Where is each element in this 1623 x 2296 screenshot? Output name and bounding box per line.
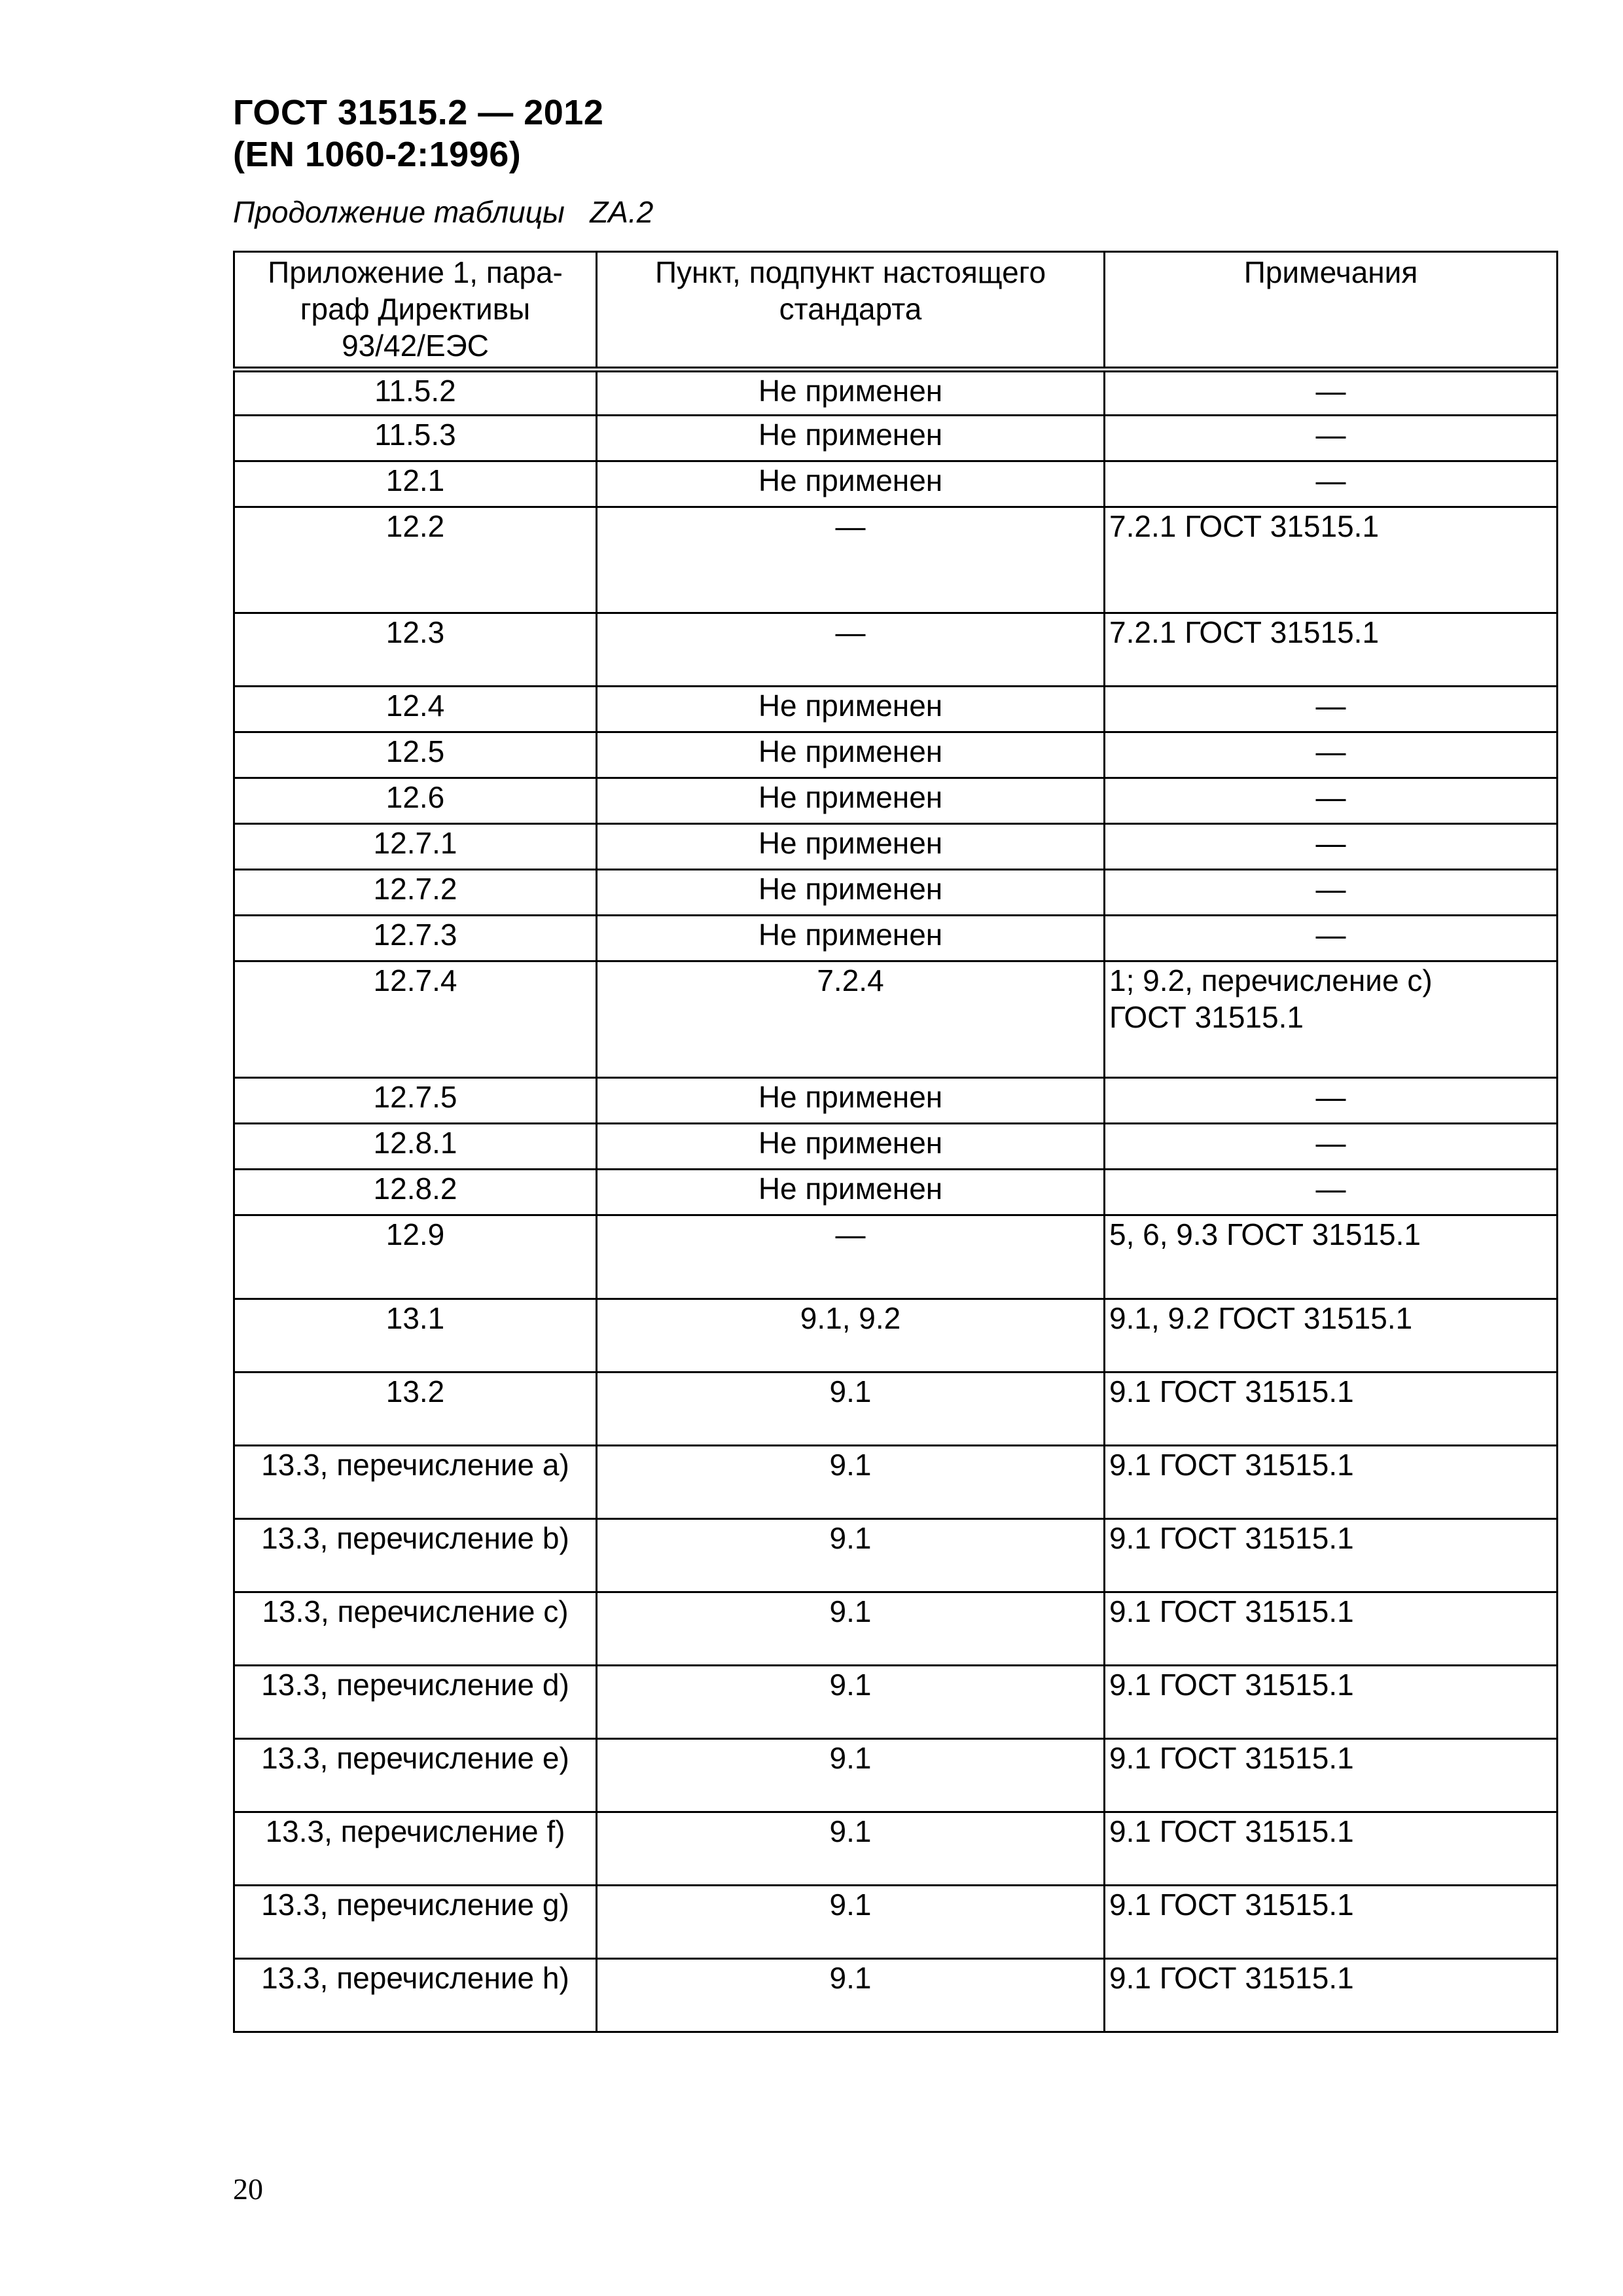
directive-cell: 12.3	[234, 613, 597, 687]
directive-cell: 13.3, перечисление g)	[234, 1886, 597, 1959]
directive-cell: 11.5.2	[234, 370, 597, 416]
table-row	[234, 1739, 1558, 1812]
notes-cell: —	[1105, 1078, 1558, 1124]
clause-cell: Не применен	[597, 916, 1105, 961]
clause-cell: 9.1	[597, 1519, 1105, 1592]
table-row	[234, 1215, 1558, 1299]
notes-cell: 5, 6, 9.3 ГОСТ 31515.1	[1105, 1215, 1558, 1299]
notes-cell: 9.1, 9.2 ГОСТ 31515.1	[1105, 1299, 1558, 1372]
notes-cell: 9.1 ГОСТ 31515.1	[1105, 1519, 1558, 1592]
directive-cell: 13.3, перечисление b)	[234, 1519, 597, 1592]
notes-cell: 1; 9.2, перечисление с) ГОСТ 31515.1	[1105, 961, 1558, 1078]
directive-cell: 13.3, перечисление d)	[234, 1666, 597, 1739]
directive-cell: 12.7.3	[234, 916, 597, 961]
table-row	[234, 461, 1558, 507]
clause-cell: Не применен	[597, 370, 1105, 416]
directive-cell: 12.7.5	[234, 1078, 597, 1124]
directive-cell: 13.1	[234, 1299, 597, 1372]
table-row	[234, 778, 1558, 824]
table-row	[234, 370, 1558, 416]
directive-cell: 13.3, перечисление f)	[234, 1812, 597, 1886]
notes-cell: —	[1105, 416, 1558, 461]
notes-cell: —	[1105, 1124, 1558, 1170]
directive-cell: 13.3, перечисление h)	[234, 1959, 597, 2032]
notes-cell: —	[1105, 1170, 1558, 1215]
standard-equivalent: (EN 1060-2:1996)	[233, 135, 522, 174]
notes-cell: 9.1 ГОСТ 31515.1	[1105, 1886, 1558, 1959]
notes-cell: 9.1 ГОСТ 31515.1	[1105, 1812, 1558, 1886]
clause-cell: Не применен	[597, 870, 1105, 916]
table-body	[234, 370, 1558, 2032]
directive-cell: 12.8.2	[234, 1170, 597, 1215]
clause-cell: —	[597, 613, 1105, 687]
column-header-directive: Приложение 1, пара- граф Директивы 93/42/ЕЭС	[234, 252, 597, 370]
table-row	[234, 1959, 1558, 2032]
clause-cell: Не применен	[597, 687, 1105, 732]
directive-cell: 12.1	[234, 461, 597, 507]
notes-cell: —	[1105, 778, 1558, 824]
notes-cell: —	[1105, 370, 1558, 416]
directive-cell: 12.7.2	[234, 870, 597, 916]
table-row	[234, 416, 1558, 461]
notes-cell: —	[1105, 687, 1558, 732]
table-header-row	[234, 252, 1558, 370]
notes-cell: —	[1105, 732, 1558, 778]
clause-cell: 9.1, 9.2	[597, 1299, 1105, 1372]
directive-cell: 11.5.3	[234, 416, 597, 461]
directive-cell: 12.8.1	[234, 1124, 597, 1170]
table-row	[234, 507, 1558, 613]
table-continuation-caption: Продолжение таблицы ZA.2	[233, 195, 654, 229]
clause-cell: 7.2.4	[597, 961, 1105, 1078]
notes-cell: 9.1 ГОСТ 31515.1	[1105, 1446, 1558, 1519]
clause-cell: 9.1	[597, 1959, 1105, 2032]
notes-cell: 9.1 ГОСТ 31515.1	[1105, 1372, 1558, 1446]
directive-cell: 12.7.4	[234, 961, 597, 1078]
table-row	[234, 1372, 1558, 1446]
directive-cell: 12.5	[234, 732, 597, 778]
table-row	[234, 1666, 1558, 1739]
clause-cell: Не применен	[597, 732, 1105, 778]
directive-cell: 13.3, перечисление а)	[234, 1446, 597, 1519]
notes-cell: —	[1105, 824, 1558, 870]
clause-cell: Не применен	[597, 1170, 1105, 1215]
clause-cell: Не применен	[597, 461, 1105, 507]
clause-cell: 9.1	[597, 1446, 1105, 1519]
table-row	[234, 1299, 1558, 1372]
column-header-notes: Примечания	[1105, 252, 1558, 370]
clause-cell: Не применен	[597, 416, 1105, 461]
clause-cell: 9.1	[597, 1666, 1105, 1739]
notes-cell: —	[1105, 916, 1558, 961]
clause-cell: —	[597, 507, 1105, 613]
clause-cell: Не применен	[597, 1124, 1105, 1170]
clause-cell: Не применен	[597, 824, 1105, 870]
table-row	[234, 870, 1558, 916]
notes-cell: 7.2.1 ГОСТ 31515.1	[1105, 507, 1558, 613]
table-row	[234, 916, 1558, 961]
clause-cell: 9.1	[597, 1592, 1105, 1666]
table-row	[234, 961, 1558, 1078]
table-row	[234, 687, 1558, 732]
clause-cell: Не применен	[597, 1078, 1105, 1124]
notes-cell: 9.1 ГОСТ 31515.1	[1105, 1959, 1558, 2032]
table-row	[234, 1812, 1558, 1886]
directive-cell: 12.2	[234, 507, 597, 613]
notes-cell: 9.1 ГОСТ 31515.1	[1105, 1666, 1558, 1739]
directive-cell: 12.7.1	[234, 824, 597, 870]
directive-cell: 12.9	[234, 1215, 597, 1299]
clause-cell: 9.1	[597, 1372, 1105, 1446]
directive-cell: 12.4	[234, 687, 597, 732]
clause-cell: Не применен	[597, 778, 1105, 824]
clause-cell: —	[597, 1215, 1105, 1299]
directive-cell: 13.3, перечисление е)	[234, 1739, 597, 1812]
table-row	[234, 1592, 1558, 1666]
directive-cell: 13.3, перечисление с)	[234, 1592, 597, 1666]
clause-cell: 9.1	[597, 1739, 1105, 1812]
table-row	[234, 1446, 1558, 1519]
table-row	[234, 824, 1558, 870]
table-row	[234, 1170, 1558, 1215]
notes-cell: 9.1 ГОСТ 31515.1	[1105, 1739, 1558, 1812]
table-row	[234, 1519, 1558, 1592]
notes-cell: —	[1105, 870, 1558, 916]
table-row	[234, 1124, 1558, 1170]
table-row	[234, 732, 1558, 778]
page-number: 20	[233, 2172, 263, 2206]
document-header	[233, 92, 603, 175]
directive-cell: 13.2	[234, 1372, 597, 1446]
table-row	[234, 1078, 1558, 1124]
table-row	[234, 613, 1558, 687]
directive-cell: 12.6	[234, 778, 597, 824]
clause-cell: 9.1	[597, 1886, 1105, 1959]
notes-cell: 7.2.1 ГОСТ 31515.1	[1105, 613, 1558, 687]
clause-cell: 9.1	[597, 1812, 1105, 1886]
table-row	[234, 1886, 1558, 1959]
notes-cell: 9.1 ГОСТ 31515.1	[1105, 1592, 1558, 1666]
column-header-clause: Пункт, подпункт настоящего стандарта	[597, 252, 1105, 370]
standard-designation: ГОСТ 31515.2 — 2012	[233, 93, 604, 132]
notes-cell: —	[1105, 461, 1558, 507]
correspondence-table	[233, 251, 1558, 2033]
